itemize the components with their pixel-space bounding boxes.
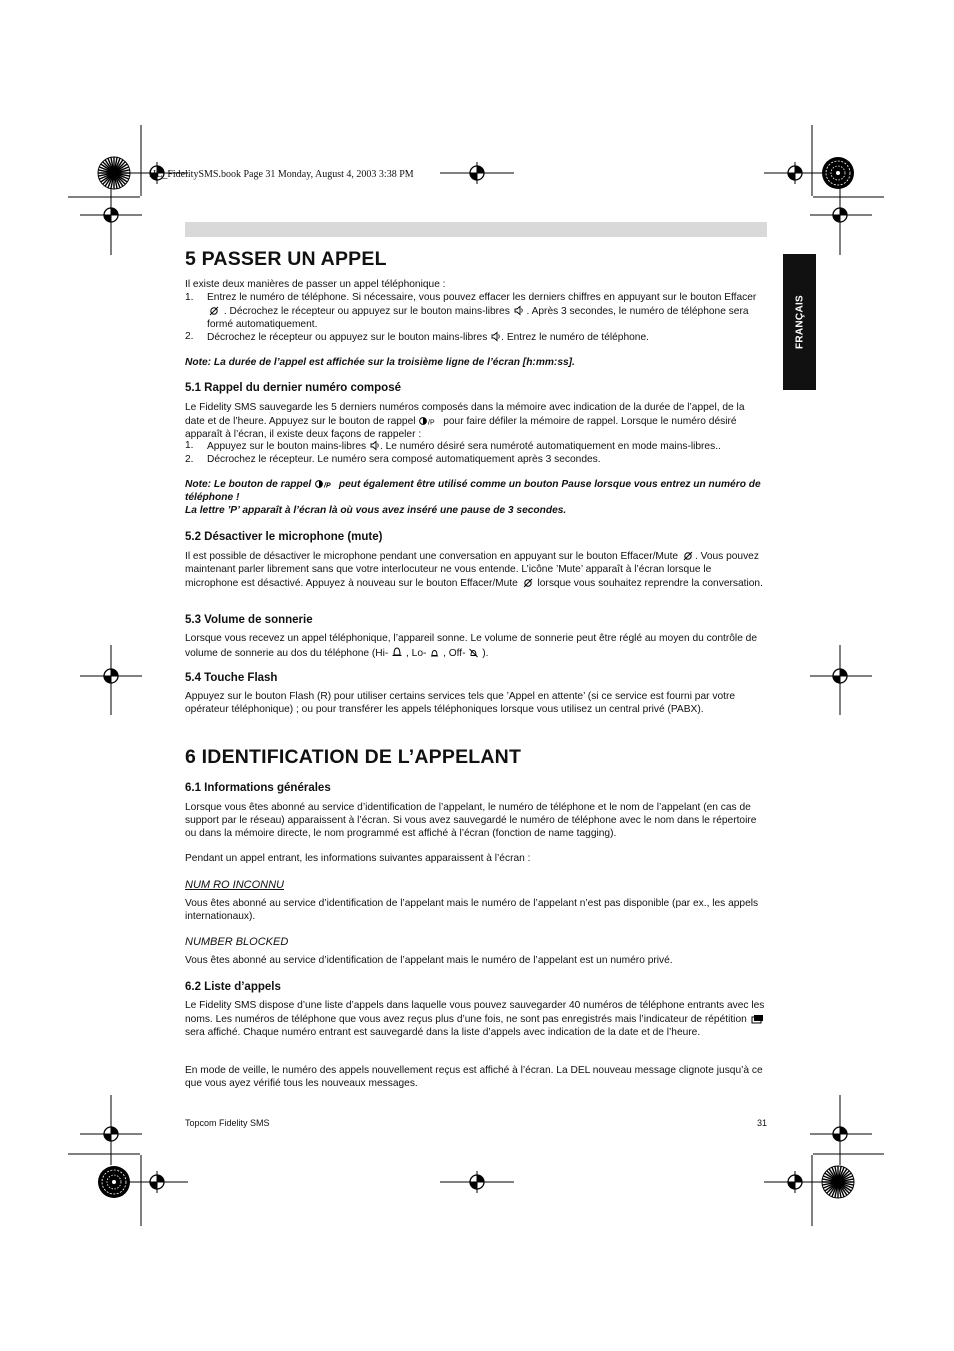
section-6-1-text-2: Pendant un appel entrant, les informations suivantes apparaissent à l’écran :: [185, 853, 531, 864]
section-5-2-text: Il est possible de désactiver le microphone pendant une conversation en appuyant sur le bouton Effacer/Mute . Vous pouvez maintenant parler librement sans que votre interlocuteur ne vous entende. L’icône ’Mute’ apparaît à l’écran lorsque le microphone est désactivé. Appuyez à nouveau sur le bouton Effacer/Mute lorsque vous souhaitez reprendre la conversation.: [185, 551, 763, 589]
erase-mute-icon: [681, 550, 695, 561]
section-6-1-text-3: Vous êtes abonné au service d’identification de l’appelant mais le numéro de l’appelant n’est pas disponible (par ex., les appels internationaux).: [185, 898, 759, 922]
section-5-3-text: Lorsque vous recevez un appel téléphonique, l’appareil sonne. Le volume de sonnerie peut être réglé au moyen du contrôle de volume de sonnerie au dos du téléphone (Hi- , Lo- , Off- ).: [185, 633, 758, 659]
section-6-1-text: Lorsque vous êtes abonné au service d’identification de l’appelant, le numéro de téléphone et le nom de l’appelant (en cas de support par le réseau) apparaissent à l’écran. Si vous avez sauvegardé le numéro de téléphone avec le nom dans le répertoire ou dans la mémoire directe, le nom programmé est affiché à l’écran (fonction de name tagging).: [185, 802, 757, 839]
handsfree-speaker-icon: [513, 305, 524, 316]
bell-high-icon: [391, 646, 403, 658]
section-5-list: [185, 292, 767, 345]
repeat-indicator-icon: [750, 1013, 764, 1024]
section-5-title: 5 PASSER UN APPEL: [185, 248, 387, 270]
erase-mute-icon: [207, 305, 221, 316]
list-item: 1. Entrez le numéro de téléphone. Si nécessaire, vous pouvez effacer les derniers chiffres en appuyant sur le bouton Effacer . Décrochez le récepteur ou appuyez sur le bouton mains-libres . Après 3 secondes, le numéro de téléphone sera formé automatiquement.: [185, 292, 757, 330]
page-number: 31: [757, 1118, 768, 1128]
svg-text:/P: /P: [428, 419, 435, 426]
language-tab: [783, 254, 816, 390]
label-number-unknown: NUM RO INCONNU: [185, 879, 284, 891]
section-6-2-title: 6.2 Liste d’appels: [185, 981, 281, 993]
label-number-blocked: NUMBER BLOCKED: [185, 936, 289, 948]
list-item: 2. Décrochez le récepteur. Le numéro sera composé automatiquement après 3 secondes.: [185, 453, 601, 465]
section-6-2-text-2: En mode de veille, le numéro des appels nouvellement reçus est affiché à l’écran. La DEL nouveau message clignote jusqu’à ce que vous ayez vérifié tous les nouveaux messages.: [185, 1065, 763, 1089]
section-5-4-text: Appuyez sur le bouton Flash (R) pour utiliser certains services tels que ’Appel en attente’ (si ce service est fourni par votre opérateur téléphonique) ; ou pour transférer les appels téléphoniques lorsque vous utilisez un central privé (PABX).: [185, 691, 736, 715]
footer-product: Topcom Fidelity SMS: [185, 1118, 270, 1128]
section-5-1-note: Note: Le bouton de rappel /P peut également être utilisé comme un bouton Pause lorsque vous entrez un numéro de téléphone ! La lettre ’P’ apparaît à l’écran là où vous avez inséré une pause de 3 secondes.: [185, 479, 761, 517]
section-5-4-title: 5.4 Touche Flash: [185, 672, 278, 684]
section-6-1-text-4: Vous êtes abonné au service d’identification de l’appelant mais le numéro de l’appelant est un numéro privé.: [185, 955, 673, 966]
print-header: HL_FidelitySMS.book Page 31 Monday, August 4, 2003 3:38 PM: [149, 169, 414, 180]
section-5-1-list: [185, 440, 767, 467]
redial-pause-icon: [418, 415, 440, 426]
section-5-2-title: 5.2 Désactiver le microphone (mute): [185, 531, 383, 543]
bell-low-icon: [429, 647, 440, 658]
list-item: 2. Décrochez le récepteur ou appuyez sur le bouton mains-libres . Entrez le numéro de téléphone.: [185, 331, 649, 344]
list-item: 1. Appuyez sur le bouton mains-libres . Le numéro désiré sera numéroté automatiquement en mode mains-libres..: [185, 440, 721, 452]
handsfree-speaker-icon: [369, 440, 380, 451]
erase-mute-icon: [521, 577, 535, 588]
handsfree-speaker-icon: [490, 331, 501, 342]
redial-pause-icon: [314, 478, 336, 489]
svg-text:/P: /P: [324, 482, 331, 489]
section-6-1-title: 6.1 Informations générales: [185, 782, 331, 794]
section-6-2-text: Le Fidelity SMS dispose d’une liste d’appels dans laquelle vous pouvez sauvegarder 40 numéros de téléphone entrants avec les noms. Les numéros de téléphone que vous avez reçus plus d’une fois, ne sont pas enregistrés mais l’indicateur de répétition sera affiché. Chaque numéro entrant est sauvegardé dans la liste d’appels avec indication de la date et de l’heure.: [185, 1000, 765, 1038]
section-5-intro: Il existe deux manières de passer un appel téléphonique :: [185, 279, 446, 290]
section-5-note: Note: La durée de l’appel est affichée sur la troisième ligne de l’écran [h:mm:ss].: [185, 357, 575, 368]
section-5-1-title: 5.1 Rappel du dernier numéro composé: [185, 382, 401, 394]
section-6-title: 6 IDENTIFICATION DE L’APPELANT: [185, 746, 522, 768]
section-5-3-title: 5.3 Volume de sonnerie: [185, 614, 313, 626]
section-5-1-text: Le Fidelity SMS sauvegarde les 5 derniers numéros composés dans la mémoire avec indication de la durée de l’appel, de la date et de l’heure. Appuyez sur le bouton de rappel /P pour faire défiler la mémoire de rappel. Lorsque le numéro désiré apparaît à l’écran, il existe deux façons de rappeler :: [185, 402, 745, 440]
language-tab-label: FRANÇAIS: [794, 294, 805, 350]
bell-off-icon: [468, 647, 479, 658]
header-bar: [185, 222, 767, 237]
